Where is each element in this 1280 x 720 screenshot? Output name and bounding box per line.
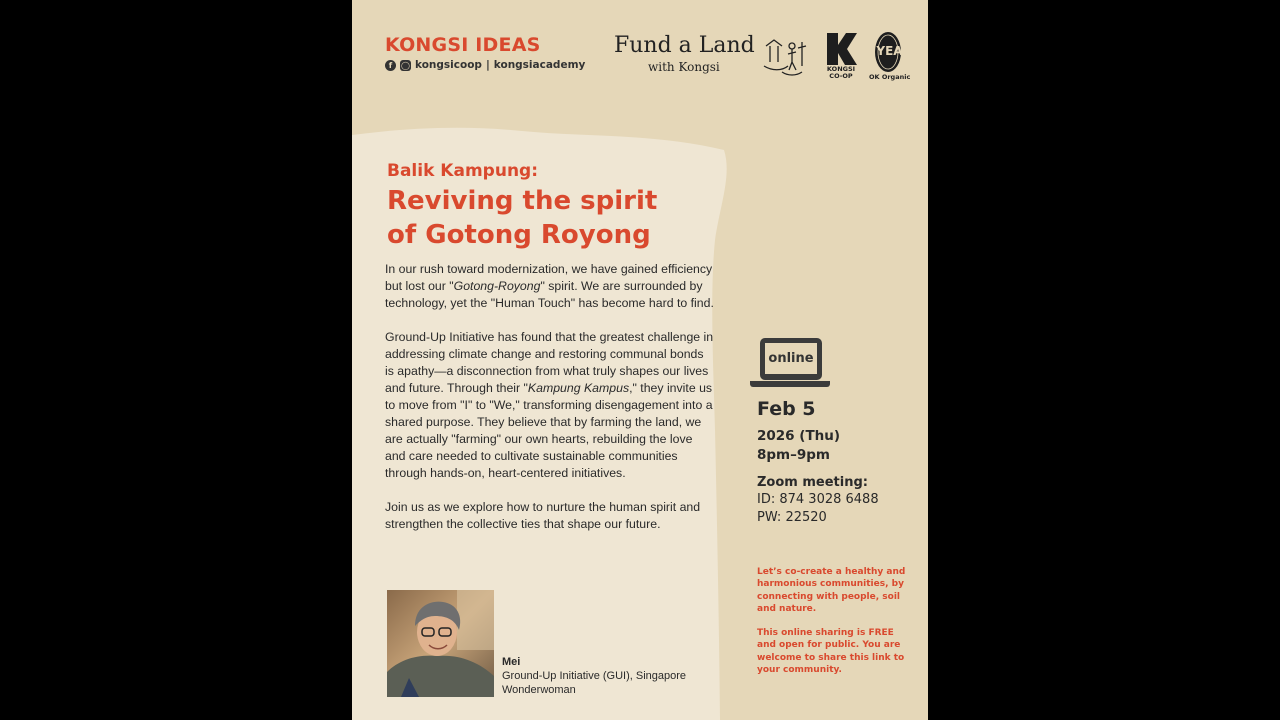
event-subtitle: Balik Kampung: bbox=[387, 161, 539, 181]
laptop-base bbox=[750, 381, 830, 387]
event-title-line-1: Reviving the spirit bbox=[387, 186, 658, 216]
social-separator: | bbox=[485, 59, 490, 71]
social-handle: kongsicoop bbox=[415, 59, 482, 71]
event-year-day: 2026 (Thu) bbox=[757, 428, 841, 444]
ok-organic-logo bbox=[855, 31, 921, 73]
speaker-role: Wonderwoman bbox=[502, 684, 576, 696]
kongsi-coop-label: KONGSI CO-OP bbox=[826, 65, 856, 80]
cocreate-note: Let’s co-create a healthy and harmonious communities, by connecting with people, soil and nature. bbox=[757, 567, 906, 614]
social-handles bbox=[385, 59, 585, 71]
zoom-label: Zoom meeting: bbox=[757, 475, 868, 490]
online-label: online bbox=[768, 351, 814, 366]
event-time: 8pm–9pm bbox=[757, 447, 830, 463]
event-date: Feb 5 bbox=[757, 398, 816, 420]
brand-title: KONGSI IDEAS bbox=[385, 34, 541, 56]
event-description bbox=[385, 261, 715, 550]
zoom-meeting-id: ID: 874 3028 6488 bbox=[757, 492, 879, 507]
kongsi-coop-logo bbox=[825, 33, 857, 65]
event-title-line-2: of Gotong Royong bbox=[387, 220, 651, 250]
facebook-icon: f bbox=[385, 60, 396, 71]
ok-badge-text: 30 YEARS bbox=[855, 44, 921, 58]
farmers-sketch-icon bbox=[762, 38, 810, 78]
free-access-note: This online sharing is FREE and open for public. You are welcome to share this link to your community. bbox=[757, 628, 905, 675]
ok-organic-label: OK Organic bbox=[869, 73, 911, 81]
speaker-name: Mei bbox=[502, 656, 521, 668]
description-paragraph-1: In our rush toward modernization, we have gained efficiency but lost our "Gotong-Royong" spirit. We are surrounded by technology, yet the "Human Touch" has become hard to find. bbox=[385, 262, 714, 310]
description-paragraph-2: Ground-Up Initiative has found that the greatest challenge in addressing climate change and restoring communal bonds is apathy—a disconnection from what truly shapes our lives and future. Through their "Kampung Kampus," they invite us to move from "I" to "We," transforming disengagement into a shared purpose. They believe that by farming the land, we are actually "farming" our own hearts, rebuilding the love and care needed to cultivate sustainable communities through hands-on, heart-centered initiatives. bbox=[385, 330, 714, 480]
fund-a-land-title: Fund a Land bbox=[614, 33, 755, 58]
speaker-photo bbox=[387, 590, 494, 697]
instagram-icon: ◯ bbox=[401, 60, 410, 70]
speaker-organization: Ground-Up Initiative (GUI), Singapore bbox=[502, 670, 687, 682]
event-poster bbox=[352, 0, 928, 720]
zoom-password: PW: 22520 bbox=[757, 510, 827, 525]
description-paragraph-3: Join us as we explore how to nurture the human spirit and strengthen the collective ties that shape our future. bbox=[385, 500, 701, 531]
fund-a-land-subtitle: with Kongsi bbox=[648, 60, 720, 74]
social-handle-2: kongsiacademy bbox=[493, 59, 586, 71]
laptop-icon bbox=[760, 338, 822, 380]
